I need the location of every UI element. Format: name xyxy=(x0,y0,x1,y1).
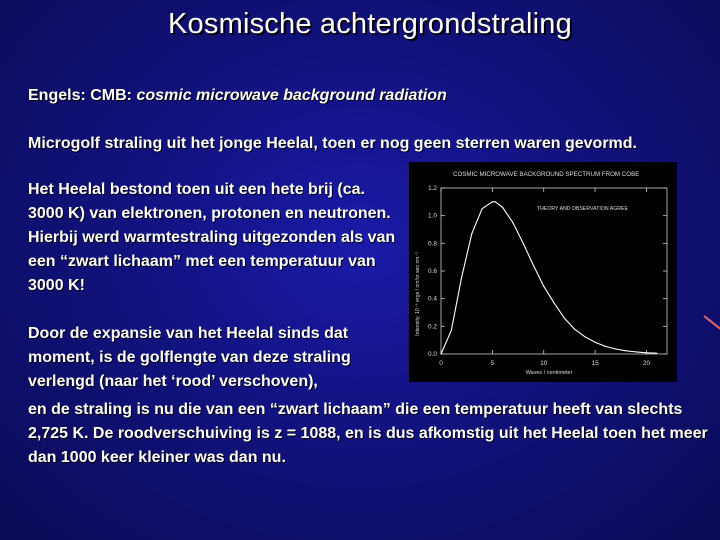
spectrum-point xyxy=(523,243,524,244)
y-tick-label: 0.8 xyxy=(427,240,437,248)
paragraph-current-temperature: en de straling is nu die van een “zwart lichaam” die een temperatuur heeft van slechts 2,725 K. De roodverschuiving is z = 1088, en is dus afkomstig uit het Heelal toen het meer dan 1000 keer kleiner was dan nu. xyxy=(28,401,708,466)
x-tick-label: 10 xyxy=(540,360,548,367)
spectrum-point xyxy=(574,329,575,330)
spectrum-point xyxy=(451,330,452,331)
english-label: Engels: CMB: xyxy=(28,87,132,104)
y-tick-label: 0.6 xyxy=(427,268,437,275)
spectrum-point xyxy=(553,302,554,303)
chart-title: COSMIC MICROWAVE BACKGROUND SPECTRUM FROM COBE xyxy=(453,171,640,178)
plot-area xyxy=(428,185,667,367)
english-term: cosmic microwave background radiation xyxy=(136,87,447,104)
spectrum-line xyxy=(441,202,657,354)
spectrum-point xyxy=(543,286,544,287)
chart-x-label: Waves / centimeter xyxy=(525,370,573,376)
chart-annotation: THEORY AND OBSERVATION AGREE xyxy=(537,206,628,212)
spectrum-point xyxy=(512,222,513,223)
spectrum-point xyxy=(492,201,493,202)
y-tick-label: 1.0 xyxy=(427,212,437,220)
y-tick-label: 1.2 xyxy=(427,185,437,192)
x-tick-label: 15 xyxy=(591,360,599,367)
x-tick-label: 5 xyxy=(490,360,495,367)
spectrum-point xyxy=(584,336,585,337)
spectrum-point xyxy=(502,207,503,208)
slide-title: Kosmische achtergrondstraling xyxy=(168,8,572,40)
y-tick-label: 0.0 xyxy=(427,351,437,358)
spectrum-point xyxy=(636,351,637,352)
spectrum-point xyxy=(646,352,647,353)
spectrum-point xyxy=(495,201,496,202)
spectrum-point xyxy=(440,353,441,354)
spectrum-point xyxy=(471,233,472,234)
english-term-line xyxy=(28,84,447,108)
spectrum-point xyxy=(605,346,606,347)
paragraph-hot-universe: Het Heelal bestond toen uit een hete brij (ca. 3000 K) van elektronen, protonen en neutronen. Hierbij werd warmtestraling uitgezonden als van een “zwart lichaam” met een temperatuur van 3000 K! xyxy=(28,181,396,294)
chart-y-label: Intensity, 10⁻⁴ ergs / cm²sr sec cm⁻¹ xyxy=(415,252,421,336)
spectrum-point xyxy=(461,277,462,278)
spectrum-point xyxy=(625,350,626,351)
spectrum-point xyxy=(594,342,595,343)
y-tick-label: 0.2 xyxy=(427,323,437,331)
x-tick-label: 0 xyxy=(439,360,443,367)
cmb-spectrum-chart xyxy=(409,162,677,382)
spectrum-point xyxy=(656,353,657,354)
plot-frame xyxy=(441,188,667,354)
spectrum-point xyxy=(564,317,565,318)
decorative-line xyxy=(703,315,720,330)
paragraph-expansion: Door de expansie van het Heelal sinds dat moment, is de golflengte van deze straling verlengd (naar het ‘rood’ verschoven), xyxy=(28,325,351,390)
spectrum-point xyxy=(615,348,616,349)
spectrum-point xyxy=(533,265,534,266)
y-tick-label: 0.4 xyxy=(427,295,437,303)
spectrum-point xyxy=(481,208,482,209)
x-tick-label: 20 xyxy=(642,360,651,367)
microwave-line: Microgolf straling uit het jonge Heelal, toen er nog geen sterren waren gevormd. xyxy=(28,135,637,152)
